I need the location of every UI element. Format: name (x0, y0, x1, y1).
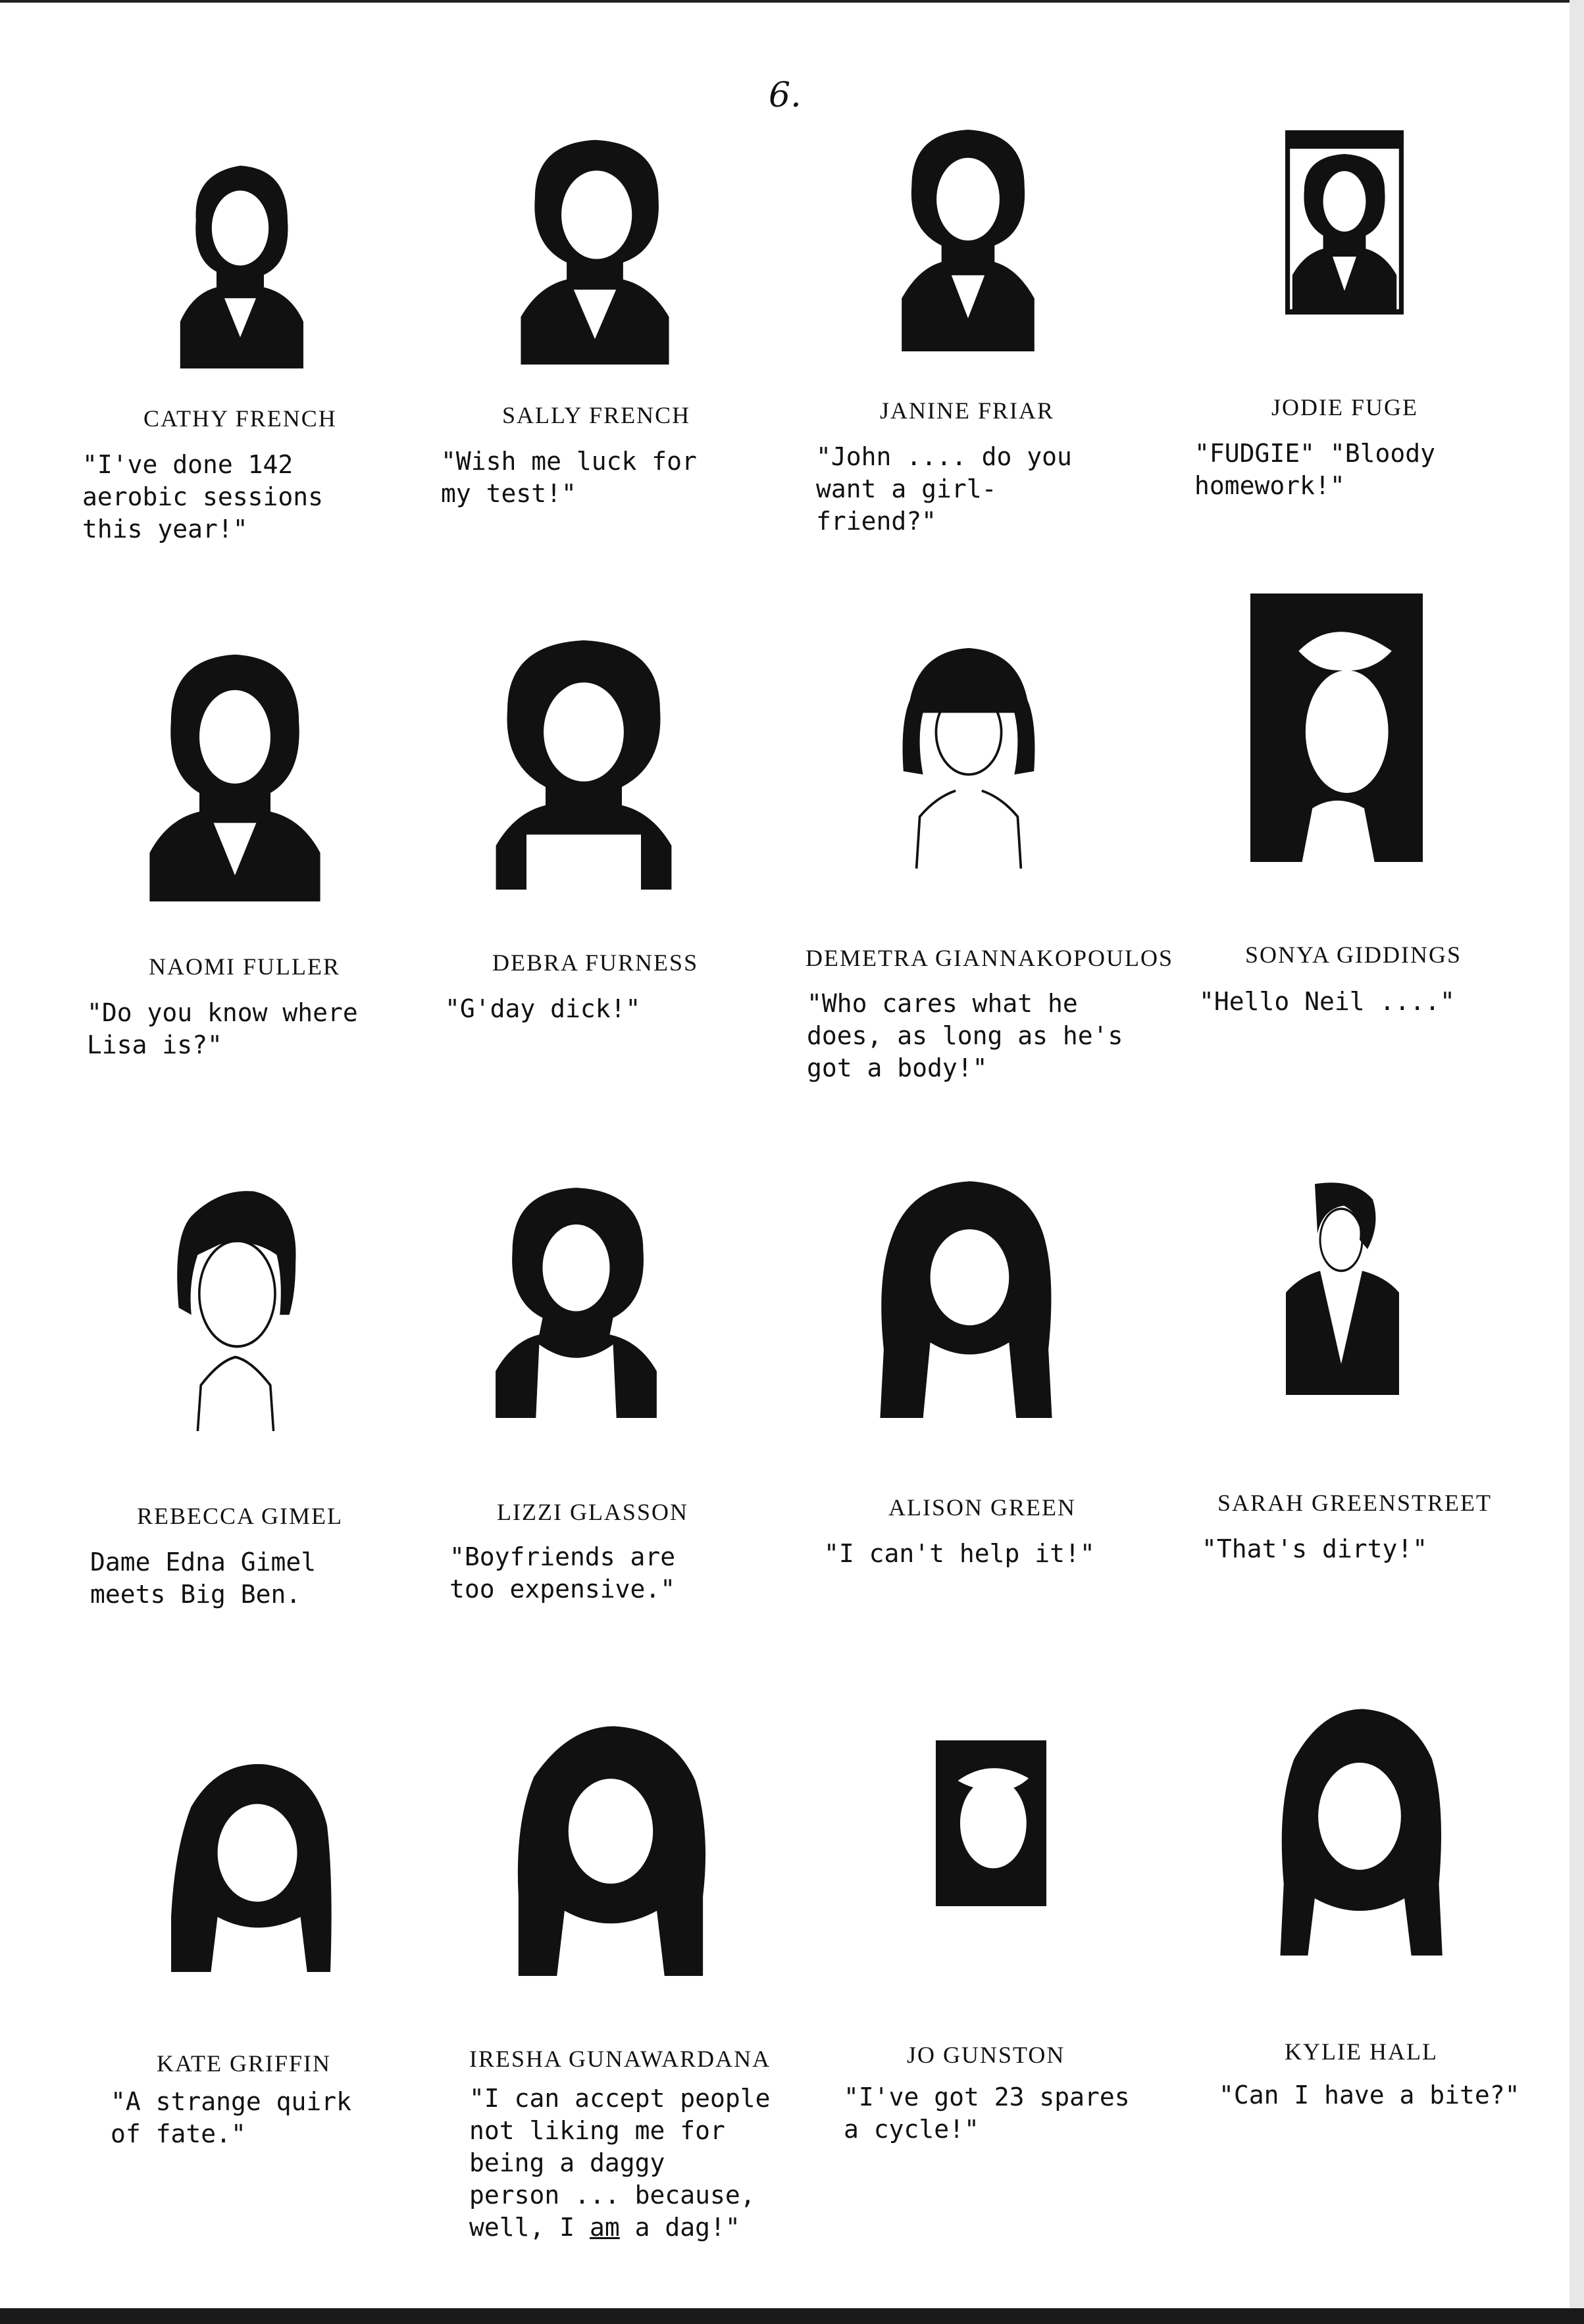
student-quote: "Boyfriends are too expensive." (449, 1542, 676, 1604)
student-quote: "FUDGIE" "Bloody homework!" (1194, 439, 1436, 500)
student-photo-janine-friar (885, 120, 1051, 351)
student-quote: "I've done 142 aerobic sessions this year!" (82, 450, 324, 543)
student-photo-sarah-greenstreet (1275, 1178, 1407, 1395)
student-name: LIZZI GLASSON (497, 1499, 688, 1525)
student-name: JO GUNSTON (907, 2042, 1065, 2068)
student-name: SARAH GREENSTREET (1217, 1490, 1493, 1516)
student-photo-sonya-giddings (1250, 594, 1423, 862)
student-quote: "A strange quirk of fate." (111, 2087, 352, 2148)
student-photo-jodie-fuge (1285, 130, 1404, 315)
student-photo-alison-green (877, 1178, 1056, 1418)
student-quote: "I've got 23 spares a cycle!" (844, 2083, 1130, 2144)
student-quote: "Wish me luck for my test!" (441, 447, 697, 508)
student-quote: "Do you know where Lisa is?" (87, 998, 358, 1059)
student-photo-kylie-hall (1273, 1705, 1446, 1956)
page-top-rule (0, 0, 1584, 3)
student-name: SALLY FRENCH (502, 402, 691, 428)
student-photo-rebecca-gimel (157, 1184, 315, 1431)
student-name: CATHY FRENCH (143, 405, 337, 432)
student-photo-debra-furness (488, 633, 679, 890)
page-number: 6. (769, 76, 802, 115)
student-photo-cathy-french (161, 150, 319, 368)
student-name: DEBRA FURNESS (492, 949, 699, 976)
student-name: NAOMI FULLER (149, 953, 340, 980)
student-name: KATE GRIFFIN (157, 2050, 332, 2077)
student-photo-lizzi-glasson (492, 1184, 660, 1418)
student-quote: "I can accept people not liking me for being a daggy person ... because, well, I am a dag!" (469, 2084, 771, 2242)
student-quote: "John .... do you want a girl- friend?" (816, 442, 1072, 536)
student-name: REBECCA GIMEL (137, 1503, 344, 1529)
student-name: JODIE FUGE (1271, 394, 1418, 420)
student-photo-sally-french (507, 126, 683, 365)
student-quote: "Can I have a bite?" (1219, 2081, 1520, 2109)
student-name: SONYA GIDDINGS (1245, 942, 1462, 968)
page-right-edge (1570, 0, 1584, 2324)
student-quote: "G'day dick!" (445, 994, 641, 1023)
student-name: DEMETRA GIANNAKOPOULOS (805, 945, 1174, 971)
student-name: JANINE FRIAR (880, 397, 1055, 424)
student-quote: Dame Edna Gimel meets Big Ben. (90, 1548, 317, 1609)
student-quote: "Who cares what he does, as long as he's got a body!" (807, 989, 1123, 1082)
student-quote: "I can't help it!" (824, 1539, 1095, 1568)
page-bottom-bar (0, 2308, 1584, 2324)
student-name: IRESHA GUNAWARDANA (469, 2046, 771, 2072)
student-quote: "That's dirty!" (1202, 1534, 1428, 1563)
student-photo-demetra-giannakopoulos (887, 642, 1050, 869)
student-quote: "Hello Neil ...." (1199, 987, 1455, 1016)
student-photo-jo-gunston (936, 1740, 1046, 1906)
student-photo-iresha-gunawardana (515, 1723, 707, 1976)
student-photo-naomi-fuller (146, 640, 324, 901)
student-name: ALISON GREEN (888, 1494, 1076, 1521)
student-name: KYLIE HALL (1285, 2038, 1438, 2065)
student-photo-kate-griffin (168, 1758, 334, 1972)
